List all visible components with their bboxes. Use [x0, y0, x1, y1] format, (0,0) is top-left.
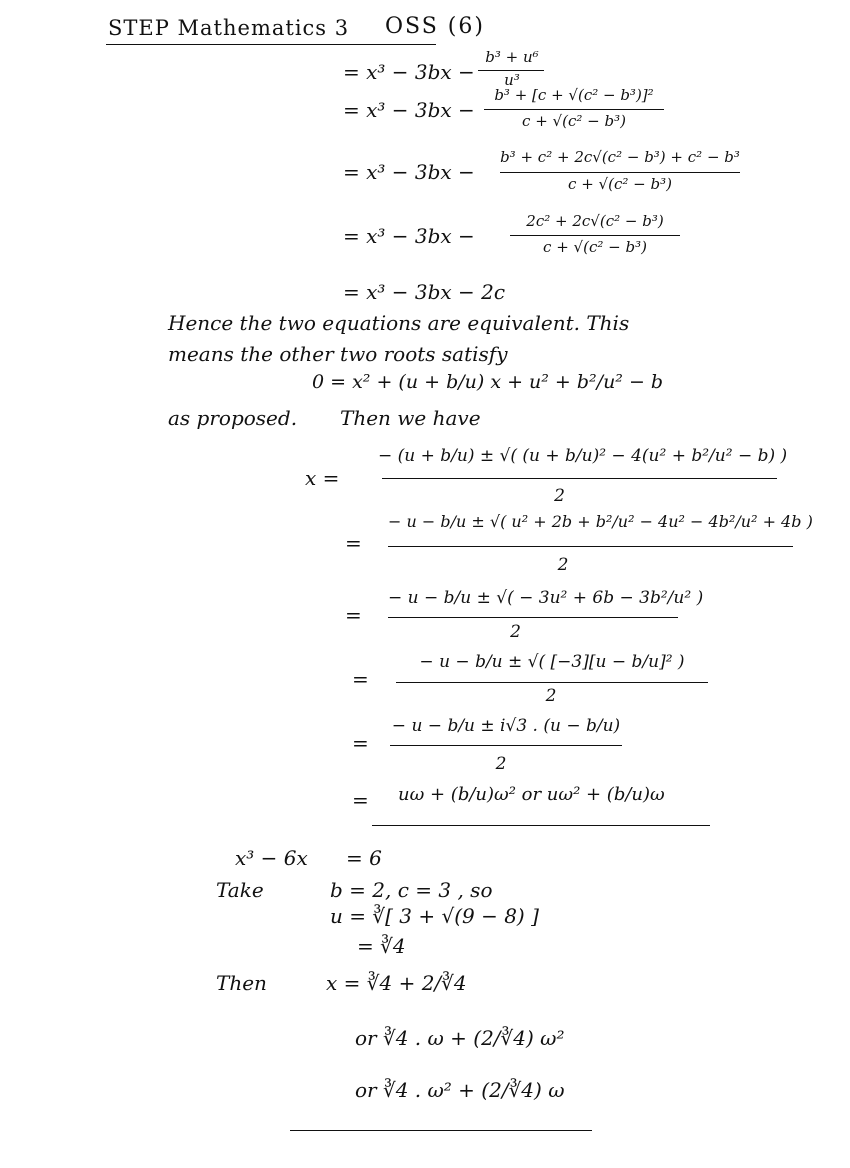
take-label: Take: [216, 878, 264, 902]
root1-numerator: − (u + b/u) ± √( (u + b/u)² − 4(u² + b²/u² − b) ): [378, 446, 788, 466]
root2-numerator: − u − b/u ± √( u² + 2b + b²/u² − 4u² − 4b²/u² + 4b ): [388, 512, 813, 531]
root2-denominator: 2: [557, 555, 569, 575]
step3-denominator: c + √(c² − b³): [568, 175, 672, 193]
step2-numerator: b³ + [c + √(c² − b³)]²: [494, 86, 654, 104]
take-values: b = 2, c = 3 , so: [330, 878, 493, 902]
then-label: Then: [216, 971, 267, 995]
step1-lhs: = x³ − 3bx −: [343, 60, 475, 84]
step3-lhs: = x³ − 3bx −: [343, 160, 475, 184]
root1-fraction-bar: [382, 478, 777, 479]
text-as-proposed: as proposed.: [168, 406, 298, 430]
step3-numerator: b³ + c² + 2c√(c² − b³) + c² − b³: [500, 148, 740, 166]
text-roots-satisfy: means the other two roots satisfy: [168, 342, 508, 366]
x-alternative-2: or ∛4 . ω² + (2/∛4) ω: [355, 1078, 565, 1102]
step4-lhs: = x³ − 3bx −: [343, 224, 475, 248]
text-then-we-have: Then we have: [340, 406, 481, 430]
step2-denominator: c + √(c² − b³): [522, 112, 626, 130]
root2-fraction-bar: [388, 546, 793, 547]
root6-result: uω + (b/u)ω² or uω² + (b/u)ω: [398, 784, 665, 805]
x-solution: x = ∛4 + 2/∛4: [326, 971, 467, 995]
step3-fraction-bar: [500, 172, 740, 173]
step5: = x³ − 3bx − 2c: [343, 280, 506, 304]
root5-denominator: 2: [495, 754, 507, 774]
root5-eq: =: [352, 731, 369, 755]
example-equation-rhs: = 6: [346, 846, 382, 870]
root3-fraction-bar: [388, 617, 678, 618]
x-alternative-1: or ∛4 . ω + (2/∛4) ω²: [355, 1026, 565, 1050]
text-equivalent: Hence the two equations are equivalent. This: [168, 311, 630, 335]
root3-denominator: 2: [510, 622, 521, 642]
root4-fraction-bar: [396, 682, 708, 683]
step1-denominator: u³: [504, 71, 520, 89]
step4-denominator: c + √(c² − b³): [543, 238, 647, 256]
root4-denominator: 2: [545, 686, 557, 706]
root4-numerator: − u − b/u ± √( [−3][u − b/u]² ): [419, 652, 685, 672]
example-equation-lhs: x³ − 6x: [235, 846, 308, 870]
u-definition: u = ∛[ 3 + √(9 − 8) ]: [330, 904, 539, 928]
root5-numerator: − u − b/u ± i√3 . (u − b/u): [391, 716, 621, 736]
root4-eq: =: [352, 667, 369, 691]
root1-lhs: x =: [305, 466, 340, 490]
root1-denominator: 2: [554, 486, 565, 506]
final-underline: [290, 1130, 592, 1131]
quadratic-equation: 0 = x² + (u + b/u) x + u² + b²/u² − b: [312, 371, 664, 393]
root3-numerator: − u − b/u ± √( − 3u² + 6b − 3b²/u² ): [388, 588, 704, 608]
root3-eq: =: [345, 603, 362, 627]
page-reference: OSS (6): [385, 14, 485, 39]
root5-fraction-bar: [390, 745, 622, 746]
title-underline: [106, 44, 436, 45]
result-underline: [372, 825, 710, 826]
step2-fraction-bar: [484, 109, 664, 110]
step1-numerator: b³ + u⁶: [485, 48, 539, 66]
u-value: = ∛4: [357, 934, 406, 958]
root2-eq: =: [345, 531, 362, 555]
step4-fraction-bar: [510, 235, 680, 236]
root6-eq: =: [352, 788, 369, 812]
page-title: STEP Mathematics 3: [108, 16, 350, 40]
step2-lhs: = x³ − 3bx −: [343, 98, 475, 122]
step4-numerator: 2c² + 2c√(c² − b³): [526, 212, 664, 230]
